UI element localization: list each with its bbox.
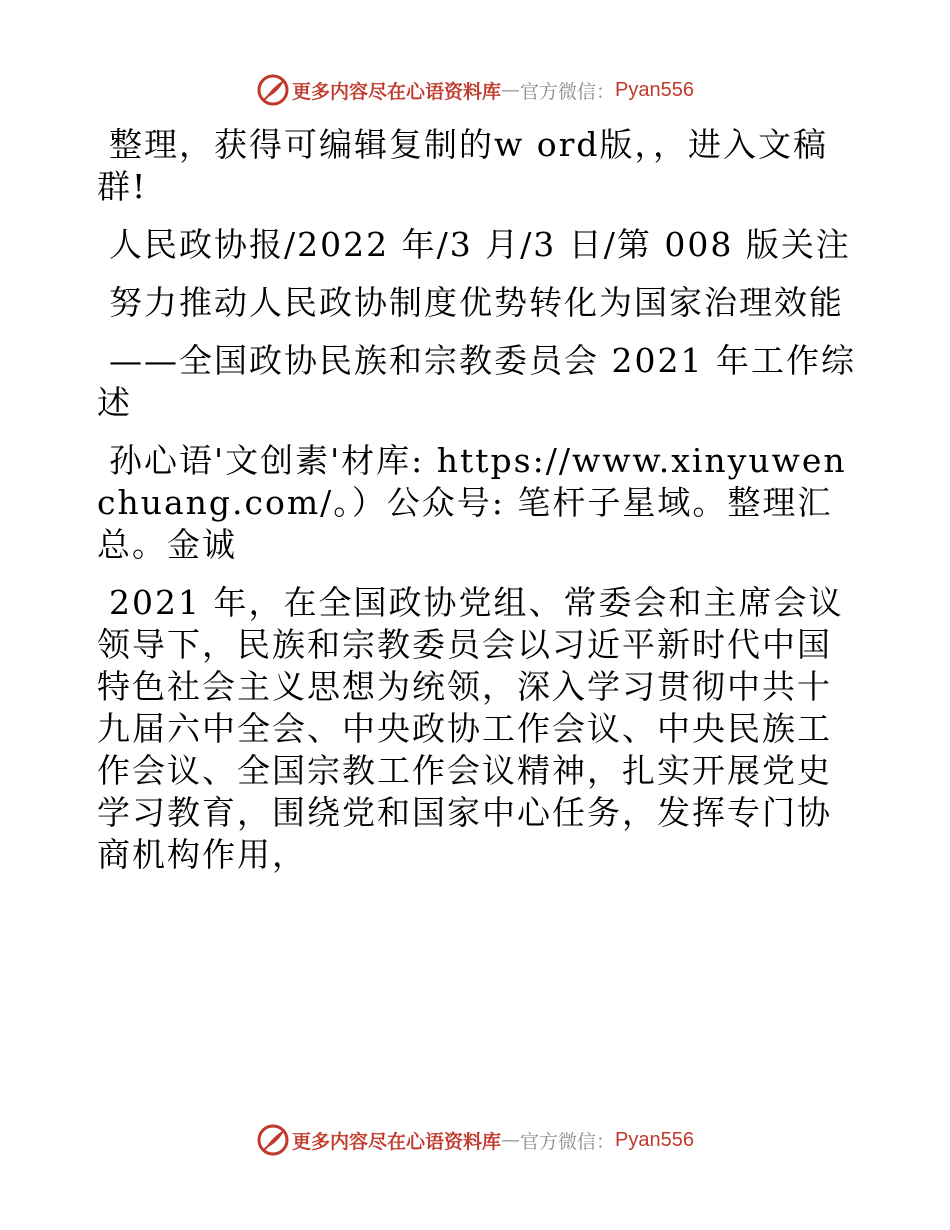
header-watermark <box>0 70 950 110</box>
article-subtitle: ——全国政协民族和宗教委员会 2021 年工作综述 <box>97 341 856 422</box>
footer-watermark <box>0 1120 950 1160</box>
watermark-official-label: 官方微信： <box>520 1130 616 1153</box>
watermark-wechat-id: Pyan556 <box>615 78 694 101</box>
quill-logo-icon <box>256 73 290 107</box>
watermark-official-label: 官方微信： <box>520 80 616 103</box>
body-paragraph: 2021 年，在全国政协党组、常委会和主席会议领导下，民族和宗教委员会以习近平新时代中国特色社会主义思想为统领，深入学习贯彻中共十九届六中全会、中央政协工作会议、中央民族工作会议、全国宗教工作会议精神，扎实开展党史学习教育，围绕党和国家中心任务，发挥专门协商机构作用， <box>97 583 844 874</box>
source-line: 人民政协报/2022 年/3 月/3 日/第 008 版关注 <box>109 225 851 264</box>
watermark-brand-text: 更多内容尽在心语资料库 <box>292 1130 502 1153</box>
quill-logo-icon <box>256 1123 290 1157</box>
document-body <box>97 124 857 892</box>
article-title: 努力推动人民政协制度优势转化为国家治理效能 <box>109 283 844 322</box>
watermark-brand-text: 更多内容尽在心语资料库 <box>292 80 502 103</box>
watermark-wechat-id: Pyan556 <box>615 1128 694 1151</box>
watermark-separator: — <box>501 79 521 101</box>
intro-paragraph: 整理，获得可编辑复制的w ord版，，进入文稿群! <box>97 125 829 206</box>
source-note-paragraph: 孙心语'文创素'材库: https://www.xinyuwenchuang.com/。）公众号: 笔杆子星域。整理汇总。金诚 <box>97 441 847 564</box>
watermark-separator: — <box>501 1129 521 1151</box>
